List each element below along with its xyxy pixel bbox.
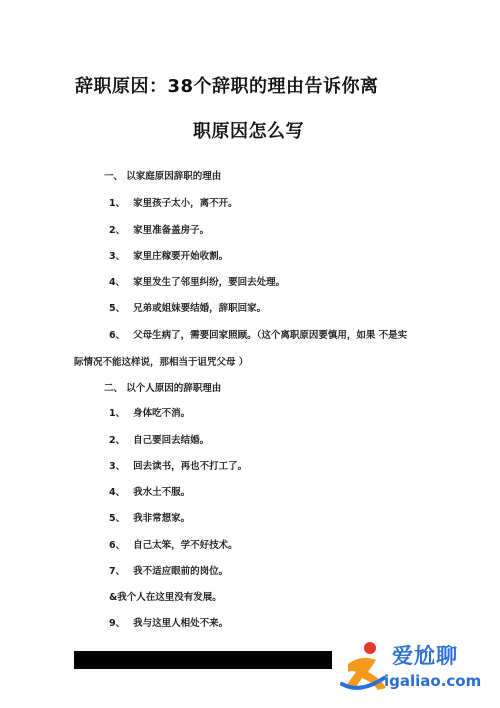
list-item <box>109 327 407 341</box>
list-item <box>109 589 222 603</box>
list-item <box>109 222 209 236</box>
item-number: 3、 <box>109 461 126 472</box>
item-text: 家里准备盖房子。 <box>133 225 210 236</box>
list-item <box>109 274 285 288</box>
redaction-bar <box>74 651 332 669</box>
watermark-logo <box>340 638 490 700</box>
item-number: 1、 <box>109 408 126 419</box>
item-text: 自己要回去结婚。 <box>133 435 210 446</box>
item-text: 兄弟或姐妹要结婚，辞职回家。 <box>133 303 267 314</box>
item-text: 自己太笨，学不好技术。 <box>133 540 238 551</box>
item-text: 父母生病了，需要回家照顾。（这个离职原因要慎用，如果 不是实 <box>133 330 408 341</box>
item-number: 5、 <box>109 513 126 524</box>
item-text: 回去读书，再也不打工了。 <box>133 461 248 472</box>
list-item <box>109 510 190 524</box>
list-item <box>109 195 238 209</box>
item-number: 4、 <box>109 487 126 498</box>
item-number: 2、 <box>109 225 126 236</box>
item-text: 家里庄稼要开始收割。 <box>133 251 229 262</box>
watermark-url-text: igaliao.com <box>384 672 482 690</box>
item-number: 2、 <box>109 435 126 446</box>
item-text: 我水土不服。 <box>133 487 191 498</box>
list-item <box>109 458 247 472</box>
list-item <box>109 484 190 498</box>
watermark-brand-text: 爱尬聊 <box>392 644 458 668</box>
document-title-line1: 辞职原因：38个辞职的理由告诉你离 <box>75 76 379 97</box>
item-number: 3、 <box>109 251 126 262</box>
item-number: 4、 <box>109 277 126 288</box>
item-text: 我非常想家。 <box>133 513 191 524</box>
item-number: 9、 <box>109 618 126 629</box>
item-text: 家里孩子太小，离不开。 <box>133 198 238 209</box>
section2-heading: 二、 以个人原因的辞职理由 <box>104 383 222 394</box>
continuation-text: 际情况不能这样说，那相当于诅咒父母 ） <box>74 357 249 368</box>
item-text: 我与这里人相处不来。 <box>133 618 229 629</box>
list-item <box>109 563 228 577</box>
item-text: &我个人在这里没有发展。 <box>109 592 222 603</box>
item-number: 1、 <box>109 198 126 209</box>
list-item <box>109 432 209 446</box>
item-text: 家里发生了邻里纠纷，要回去处理。 <box>133 277 286 288</box>
section1-heading: 一、 以家庭原因辞职的理由 <box>104 171 222 182</box>
list-item <box>109 537 238 551</box>
document-title-line2: 职原因怎么写 <box>193 121 304 142</box>
item-number: 6、 <box>109 330 126 341</box>
item-text: 我不适应眼前的岗位。 <box>133 566 229 577</box>
item-text: 身体吃不消。 <box>133 408 191 419</box>
list-item <box>109 615 228 629</box>
list-item <box>109 300 266 314</box>
item-number: 6、 <box>109 540 126 551</box>
list-item <box>109 405 190 419</box>
list-item <box>109 248 228 262</box>
item-number: 5、 <box>109 303 126 314</box>
item-number: 7、 <box>109 566 126 577</box>
